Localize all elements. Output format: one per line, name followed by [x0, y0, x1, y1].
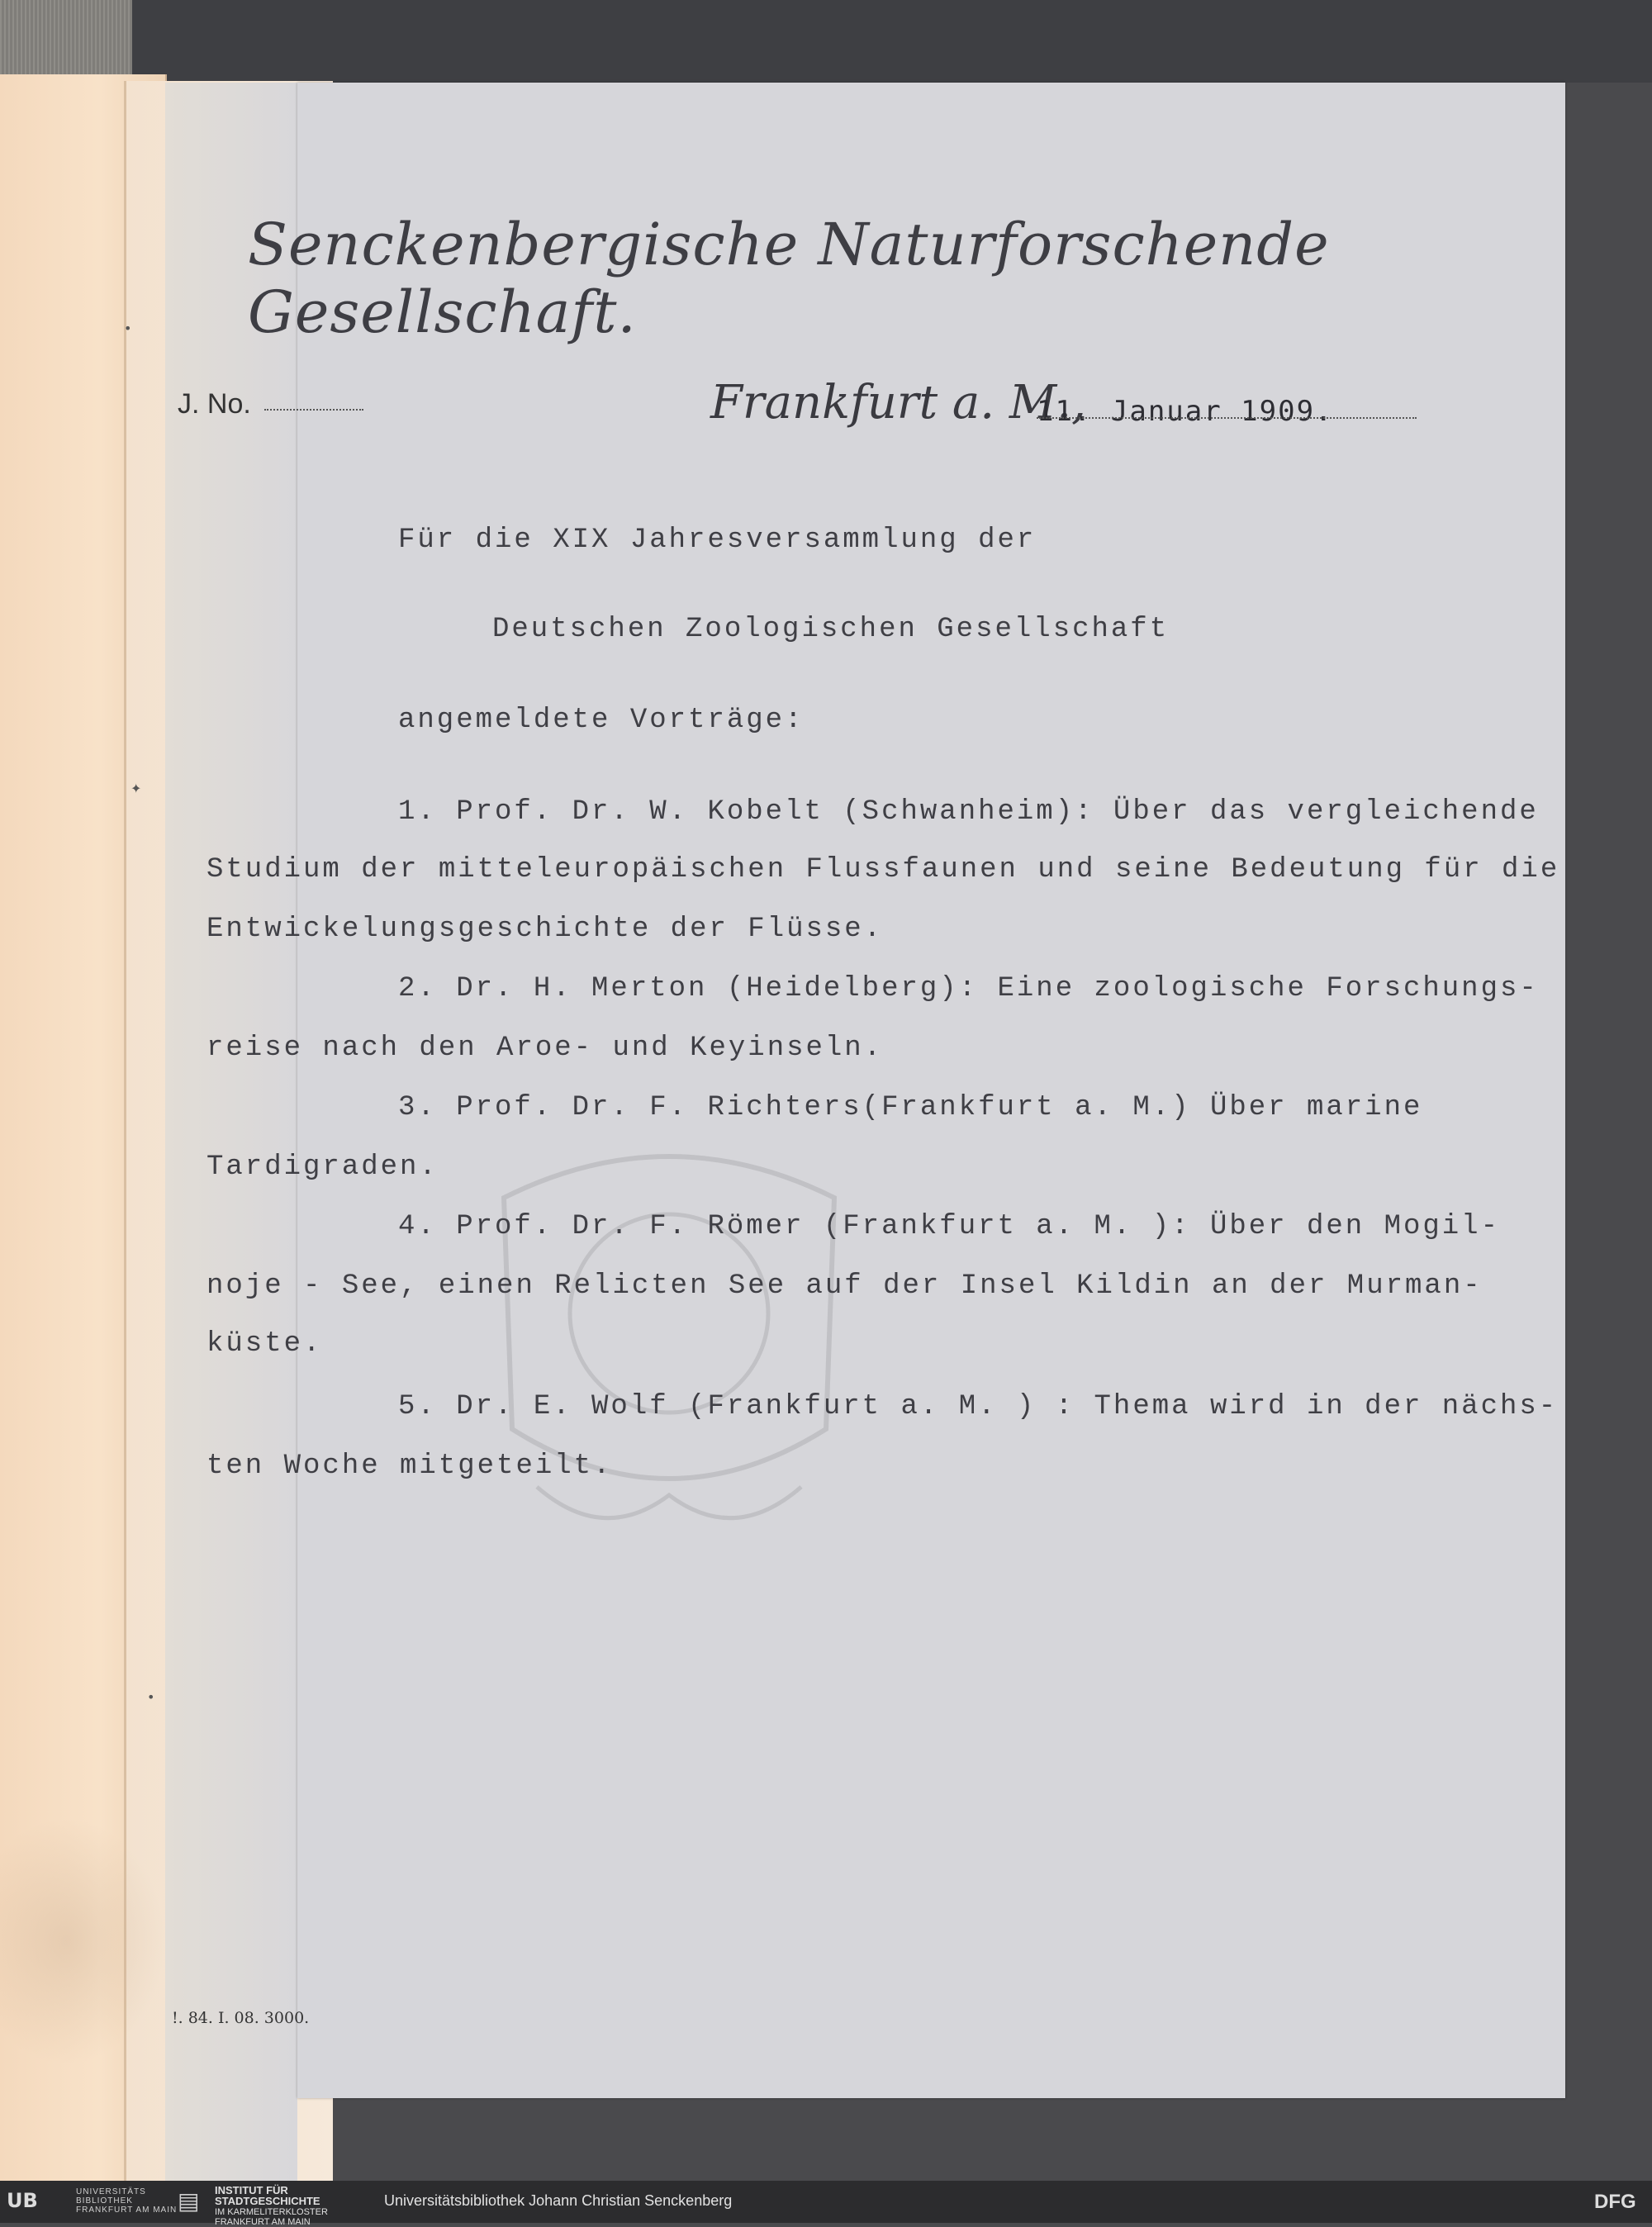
- list-line: noje - See, einen Relicten See auf der Insel Kildin an der Murman-: [206, 1270, 1483, 1302]
- list-line: 4. Prof. Dr. F. Römer (Frankfurt a. M. ): Über den Mogil-: [398, 1211, 1500, 1242]
- letterhead-title: Senckenbergische Naturforschende Gesellschaft.: [248, 211, 1330, 346]
- ub-text-line: FRANKFURT AM MAIN: [76, 2206, 178, 2215]
- institute-building-icon: ▤: [178, 2187, 200, 2215]
- inst-text-line: INSTITUT FÜR: [215, 2184, 288, 2196]
- ub-logo[interactable]: UB: [7, 2189, 38, 2212]
- staple-mark: ✦: [131, 781, 142, 796]
- heading-line-1: Für die XIX Jahresversammlung der: [398, 525, 1037, 556]
- list-line: 2. Dr. H. Merton (Heidelberg): Eine zoologische Forschungs-: [398, 973, 1539, 1004]
- journal-number-blank: [264, 409, 363, 411]
- page-stain: [0, 1817, 165, 2065]
- staple-mark: •: [147, 1689, 155, 1705]
- list-line: 5. Dr. E. Wolf (Frankfurt a. M. ) : Thema wird in der nächs-: [398, 1391, 1559, 1422]
- scanner-background: [0, 0, 1652, 83]
- heading-line-3: angemeldete Vorträge:: [398, 705, 805, 736]
- place-label: Frankfurt a. M.,: [710, 376, 1086, 430]
- list-line: ten Woche mitgeteilt.: [206, 1451, 613, 1482]
- ub-text-line: UNIVERSITÄTS: [76, 2187, 146, 2196]
- inst-text-line: STADTGESCHICHTE: [215, 2195, 320, 2207]
- date-dotted-line: [1037, 417, 1417, 419]
- journal-number-label: J. No.: [178, 388, 251, 420]
- ub-logo-text: [76, 2187, 177, 2215]
- library-credit: Universitätsbibliothek Johann Christian Senckenberg: [384, 2192, 733, 2209]
- institute-logo-text[interactable]: [215, 2186, 328, 2227]
- letter-date: 11. Januar 1909.: [1037, 395, 1334, 428]
- staple-mark: •: [124, 321, 132, 336]
- list-line: Studium der mitteleuropäischen Flussfaunen und seine Bedeutung für die: [206, 854, 1560, 886]
- form-print-code: !. 84. I. 08. 3000.: [172, 2009, 310, 2027]
- list-line: 1. Prof. Dr. W. Kobelt (Schwanheim): Über das vergleichende: [398, 796, 1539, 828]
- book-cloth-binding: [0, 0, 132, 83]
- footer-bar: [0, 2181, 1652, 2227]
- list-line: Tardigraden.: [206, 1151, 439, 1183]
- inst-text-line: FRANKFURT AM MAIN: [215, 2217, 311, 2227]
- inst-text-line: IM KARMELITERKLOSTER: [215, 2207, 328, 2217]
- list-line: küste.: [206, 1328, 323, 1360]
- list-line: Entwickelungsgeschichte der Flüsse.: [206, 914, 884, 945]
- ub-text-line: BIBLIOTHEK: [76, 2196, 133, 2206]
- heading-line-2: Deutschen Zoologischen Gesellschaft: [492, 614, 1170, 645]
- list-line: 3. Prof. Dr. F. Richters(Frankfurt a. M.) Über marine: [398, 1092, 1423, 1123]
- list-line: reise nach den Aroe- und Keyinseln.: [206, 1033, 884, 1064]
- dfg-logo[interactable]: DFG: [1594, 2191, 1636, 2213]
- embossed-seal-watermark: [438, 1099, 900, 1561]
